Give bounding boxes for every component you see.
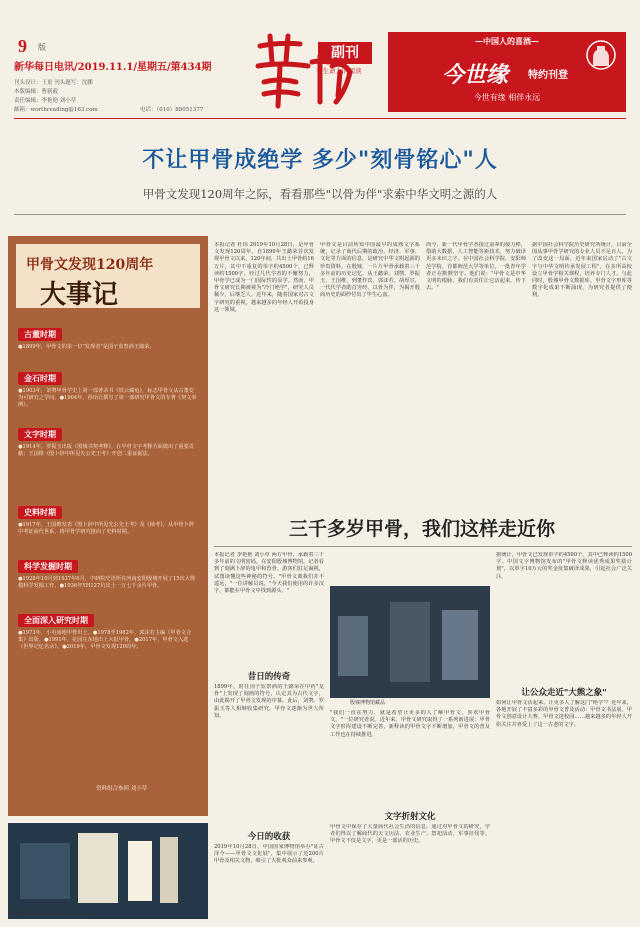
page-unit: 版 — [38, 43, 46, 52]
editors-line: 刊头设计：王更 刊头题写：沈鹏 — [14, 80, 93, 86]
article-column: 据中国社会科学院历史研究所统计，目前全国从事甲骨学研究的专业人员不足百人。为了改变这一局面，近年来国家启动了"古文字与中华文明传承发展工程"，在多所高校设立甲骨学相关课程，培养专门人才。与此同时，殷墟甲骨文数据库、甲骨文字形库等数字化成果不断涌现，为研究者提供了便利。 — [532, 242, 632, 299]
wine-bottle-icon — [584, 38, 618, 72]
article-photo — [330, 586, 490, 698]
timeline-credit: 资料组合参照 刘小草 — [96, 786, 148, 792]
section-headline: 三千多岁甲骨，我们这样走近你 — [288, 518, 555, 540]
masthead — [0, 0, 640, 118]
editors-line-2: 本版编辑：曹新毅 — [14, 89, 59, 95]
exhibit-board — [160, 837, 178, 903]
section-text: ●1928年10月到1937年6月，中研院史语所在河南安阳殷墟开展了15次大规模科学发掘工作。●1936年YH127坑出土一万七千余片甲骨。 — [18, 576, 196, 589]
article-subtitle: 文字折射文化 — [384, 812, 436, 822]
slogan: 有生命力的阅读 — [316, 67, 362, 75]
section-text: ●1917年，王国维发表《殷卜辞中所见先公先王考》及《续考》，从甲骨卜辞中考证商代世系，将甲骨学研究推向了史料时期。 — [18, 522, 194, 535]
timeline-panel — [8, 236, 208, 816]
sub-headline: 甲骨文发现120周年之际，看看那些"以骨为伴"求索中华文明之源的人 — [142, 187, 498, 201]
fukan-badge: 副刊 — [318, 42, 372, 64]
article-subtitle: 让公众走近"大熊之象" — [521, 688, 607, 698]
section-text: ●1973年，小屯南地甲骨出土。●1978至1982年，郭沫若主编《甲骨文合集》出版。●1991年，花园庄东地出土大批甲骨。●2017年，甲骨文入选《世界记忆名录》。●2019年，甲骨文发现120周年。 — [18, 630, 192, 650]
article-column: 据统计，甲骨文已发现单字约4500个，其中已释读约1500字。中国文字博物馆发布的"甲骨文释读优秀成果奖励计划"，以单字10万元的奖金征集破译成果，引起社会广泛关注。 — [496, 552, 632, 580]
phone-line: 电话：（010）88051377 — [140, 107, 204, 113]
exhibit-board — [78, 833, 118, 903]
article-column: 甲骨文是目前所知中国最早的成熟文字系统，记录了商代后期的政治、经济、军事、文化等方面的信息，是研究中华文明起源的珍贵资料。在殷墟，一片片甲骨承载着三千多年前的历史记忆。从王懿荣、刘鹗、罗振玉、王国维，到董作宾、郭沫若、胡厚宣，一代代学者皓首穷经，以骨为伴，为揭开殷商历史的面纱付出了毕生心血。 — [320, 242, 420, 299]
section-tag: 文字时期 — [18, 428, 62, 441]
photo-figure — [390, 602, 430, 682]
headline-divider — [14, 214, 626, 215]
article-column: 1899年，时任国子监祭酒的王懿荣在中药"龙骨"上发现了刻画的符号，认定其为古代文字，由此揭开了甲骨文发现的序幕。此后，刘鹗、罗振玉等人相继收集研究，甲骨文逐渐为世人所知。 — [214, 684, 324, 719]
ad-brand: 今世缘 — [442, 62, 509, 88]
paper-date-line: 新华每日电讯/2019.11.1/星期五/第434期 — [14, 62, 212, 73]
ad-footer: 今世有缘 相伴永远 — [473, 93, 541, 102]
section-text: ●1899年，甲骨文的第一位"发现者"是国子监祭酒王懿荣。 — [18, 344, 155, 350]
main-headline: 不让甲骨成绝学 多少"刻骨铭心"人 — [142, 148, 498, 173]
section-text: ●1903年，刘鹗甲骨学史上第一部著录书《铁云藏龟》，标志甲骨文从古董变为可研究之学问。●1904年，孙诒让撰写了第一部研究甲骨文的专著《契文举例》。 — [18, 388, 197, 408]
exhibit-case — [20, 843, 70, 899]
timeline-section — [18, 554, 198, 590]
article-subtitle: 昔日的传奇 — [247, 672, 291, 682]
article-column: 本报记者 杜玮 2019年10月28日，是甲骨文发现120周年。自1899年王懿荣首次发现甲骨文以来，120年间，共出土甲骨约16万片，其中不重复的单字约4500个，已释读约1500字。经过几代学者的不懈努力，甲骨学已成为一门国际性的显学。然而，甲骨文研究长期被视为"冷门绝学"，研究人员稀少，后继乏人。近年来，随着国家对古文字研究的重视，越来越多的年轻人开始投身这一领域。 — [214, 242, 314, 313]
timeline-section — [18, 322, 198, 351]
section-tag: 科学发掘时期 — [18, 560, 78, 573]
section-tag: 古董时期 — [18, 328, 62, 341]
masthead-divider — [14, 118, 626, 119]
timeline-section — [18, 608, 198, 651]
section-tag: 金石时期 — [18, 372, 62, 385]
section-tag: 全面深入研究时期 — [18, 614, 94, 627]
ad-sponsor-label: 特约刊登 — [528, 70, 568, 81]
article-column: "我们一直在努力，就是希望让更多的人了解甲骨文、喜欢甲骨文。"一位研究者说。近年来，甲骨文研究取得了一系列新进展：甲骨文字形库建设不断完善，新释读的甲骨文字不断增加，甲骨文的普及工作也在持续推进。 — [330, 710, 490, 738]
article-column: 本报记者 李艳艳 刘小草 两方甲骨，承载着三千多年前的文明密码。在安阳殷墟博物馆，记者看到了刻满卜辞的龟甲和兽骨。游客们驻足凝视，试图读懂这些神秘的符号。"甲骨文离我们并不遥远，"一位讲解员说，"今天我们使用的许多汉字，都能在甲骨文中找到源头。" — [214, 552, 324, 595]
exhibit-board — [128, 841, 152, 901]
section-tag: 史料时期 — [18, 506, 62, 519]
article-subtitle: 今日的收获 — [247, 832, 291, 842]
editors-line-3: 责任编辑：李艳艳 刘小草 — [14, 98, 77, 104]
timeline-big-title: 大事记 — [40, 280, 119, 310]
email-line: 邮箱：worthreading@163.com — [14, 107, 98, 113]
section-text: ●1914年，罗振玉出版《殷墟书契考释》，在甲骨文字考释方面做出了重要贡献；王国维《殷卜辞中所见先公先王考》开创二重证据法。 — [18, 444, 194, 457]
timeline-section — [18, 500, 198, 536]
logo-text — [250, 32, 251, 33]
photo-figure — [338, 616, 368, 676]
article-column: 如何让甲骨文活起来、让更多人了解这门"绝学"？近年来，各地开展了丰富多彩的甲骨文普及活动：甲骨文书法展、甲骨文创意设计大赛、甲骨文进校园……越来越多的年轻人开始关注并喜爱上了这一古老的文字。 — [496, 700, 632, 728]
ad-tagline: —中国人的喜酒— — [475, 36, 539, 46]
museum-photo — [8, 823, 208, 919]
photo-caption: 殷墟博物馆"甲骨文发现"展厅一角 — [10, 911, 85, 917]
timeline-section — [18, 366, 198, 409]
sponsor-ad — [388, 32, 626, 112]
section-divider — [214, 546, 632, 547]
article-column: 甲骨文中保存了大量商代社会生活的信息。通过对甲骨文的研究，学者们得以了解商代的天文历法、农业生产、祭祀活动、军事征伐等。甲骨文不仅是文字，更是一部活的历史。 — [330, 824, 490, 845]
article-column: 2019年10月28日，中国国家博物馆举办"证古泽今——甲骨文文化展"，集中展示了近200片甲骨及相关文物，吸引了大批观众前来参观。 — [214, 844, 324, 865]
photo-figure — [442, 610, 478, 680]
article-column: 而今，新一代甲骨学者接过前辈的接力棒，借助大数据、人工智能等新技术，努力破译更多未识之字。在中国社会科学院、安阳师范学院、首都师范大学等单位，一批青年学者正在默默坚守。他们说："甲骨文是中华文明的根脉，我们有责任让它活起来、传下去。" — [426, 242, 526, 292]
timeline-section — [18, 422, 198, 458]
timeline-title: 甲骨文发现120周年 — [26, 257, 154, 273]
photo-caption: 殷墟博物馆藏品 — [350, 700, 386, 706]
page-number: 9 — [18, 36, 27, 56]
